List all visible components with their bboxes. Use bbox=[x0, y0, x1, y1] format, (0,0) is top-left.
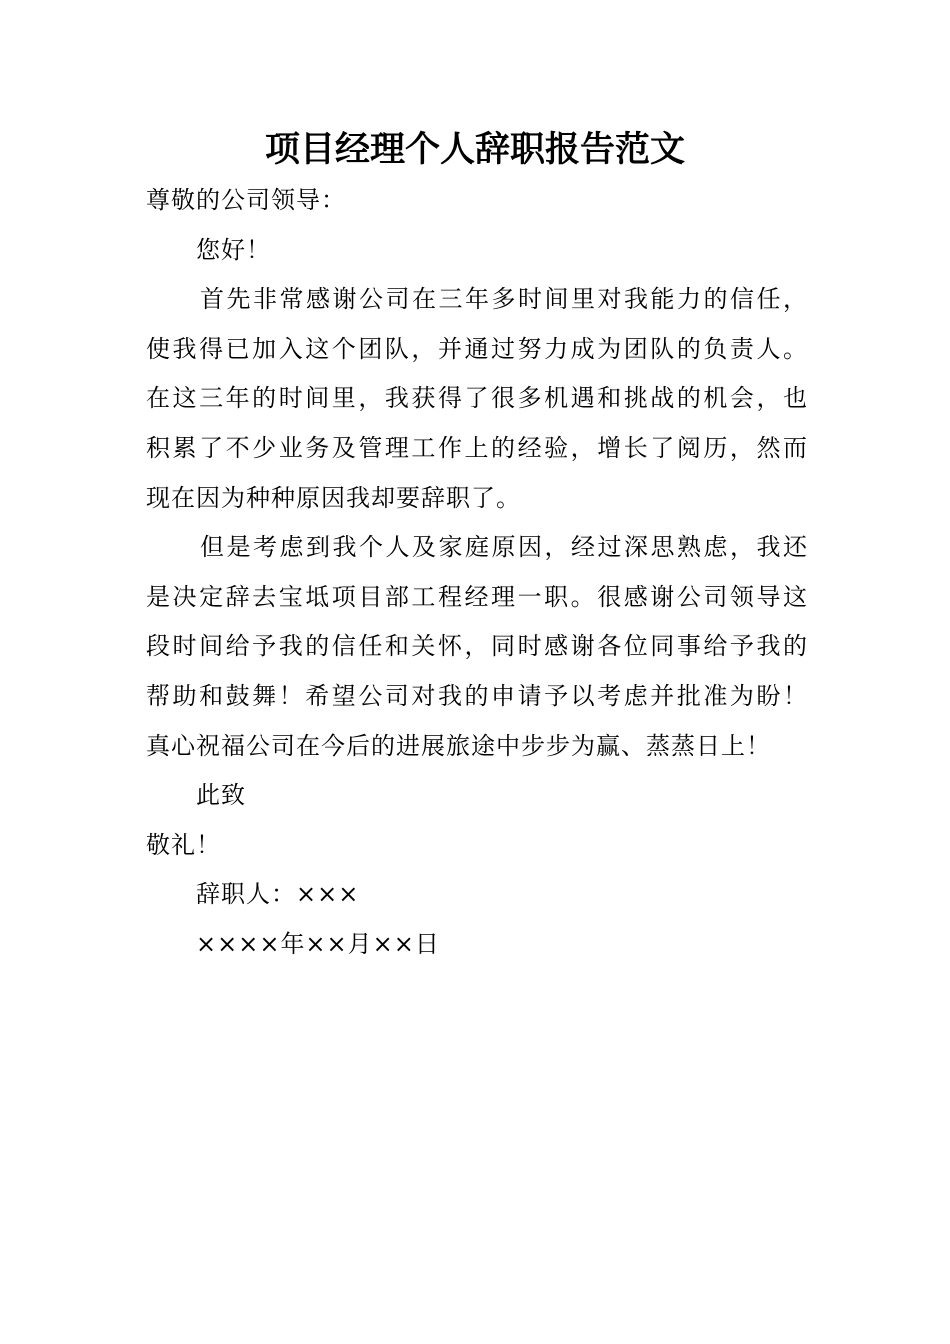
paragraph-2-line-2: 是决定辞去宝坻项目部工程经理一职。很感谢公司领导这 bbox=[146, 582, 808, 611]
paragraph-1-line-4: 积累了不少业务及管理工作上的经验，增长了阅历，然而 bbox=[146, 433, 808, 462]
paragraph-2-line-4: 帮助和鼓舞！希望公司对我的申请予以考虑并批准为盼！ bbox=[146, 681, 808, 710]
document-body bbox=[146, 176, 808, 970]
paragraph-2-line-5: 真心祝福公司在今后的进展旅途中步步为赢、蒸蒸日上！ bbox=[146, 731, 771, 760]
document-title: 项目经理个人辞职报告范文 bbox=[264, 130, 685, 170]
paragraph-2-line-1: 但是考虑到我个人及家庭原因，经过深思熟虑，我还 bbox=[200, 533, 808, 562]
closing-ci-zhi: 此致 bbox=[196, 781, 246, 810]
salutation: 尊敬的公司领导： bbox=[146, 186, 346, 214]
paragraph-1-line-1: 首先非常感谢公司在三年多时间里对我能力的信任， bbox=[200, 285, 808, 314]
closing-jing-li: 敬礼！ bbox=[146, 830, 221, 859]
paragraph-1-line-5: 现在因为种种原因我却要辞职了。 bbox=[146, 483, 521, 512]
paragraph-2-line-3: 段时间给予我的信任和关怀，同时感谢各位同事给予我的 bbox=[146, 632, 808, 661]
signature-line: 辞职人：××× bbox=[196, 880, 360, 909]
paragraph-1-line-2: 使我得已加入这个团队，并通过努力成为团队的负责人。 bbox=[146, 334, 808, 363]
paragraph-1-line-3: 在这三年的时间里，我获得了很多机遇和挑战的机会，也 bbox=[146, 384, 808, 413]
date-line: ××××年××月××日 bbox=[196, 929, 440, 958]
greeting: 您好！ bbox=[196, 235, 271, 264]
